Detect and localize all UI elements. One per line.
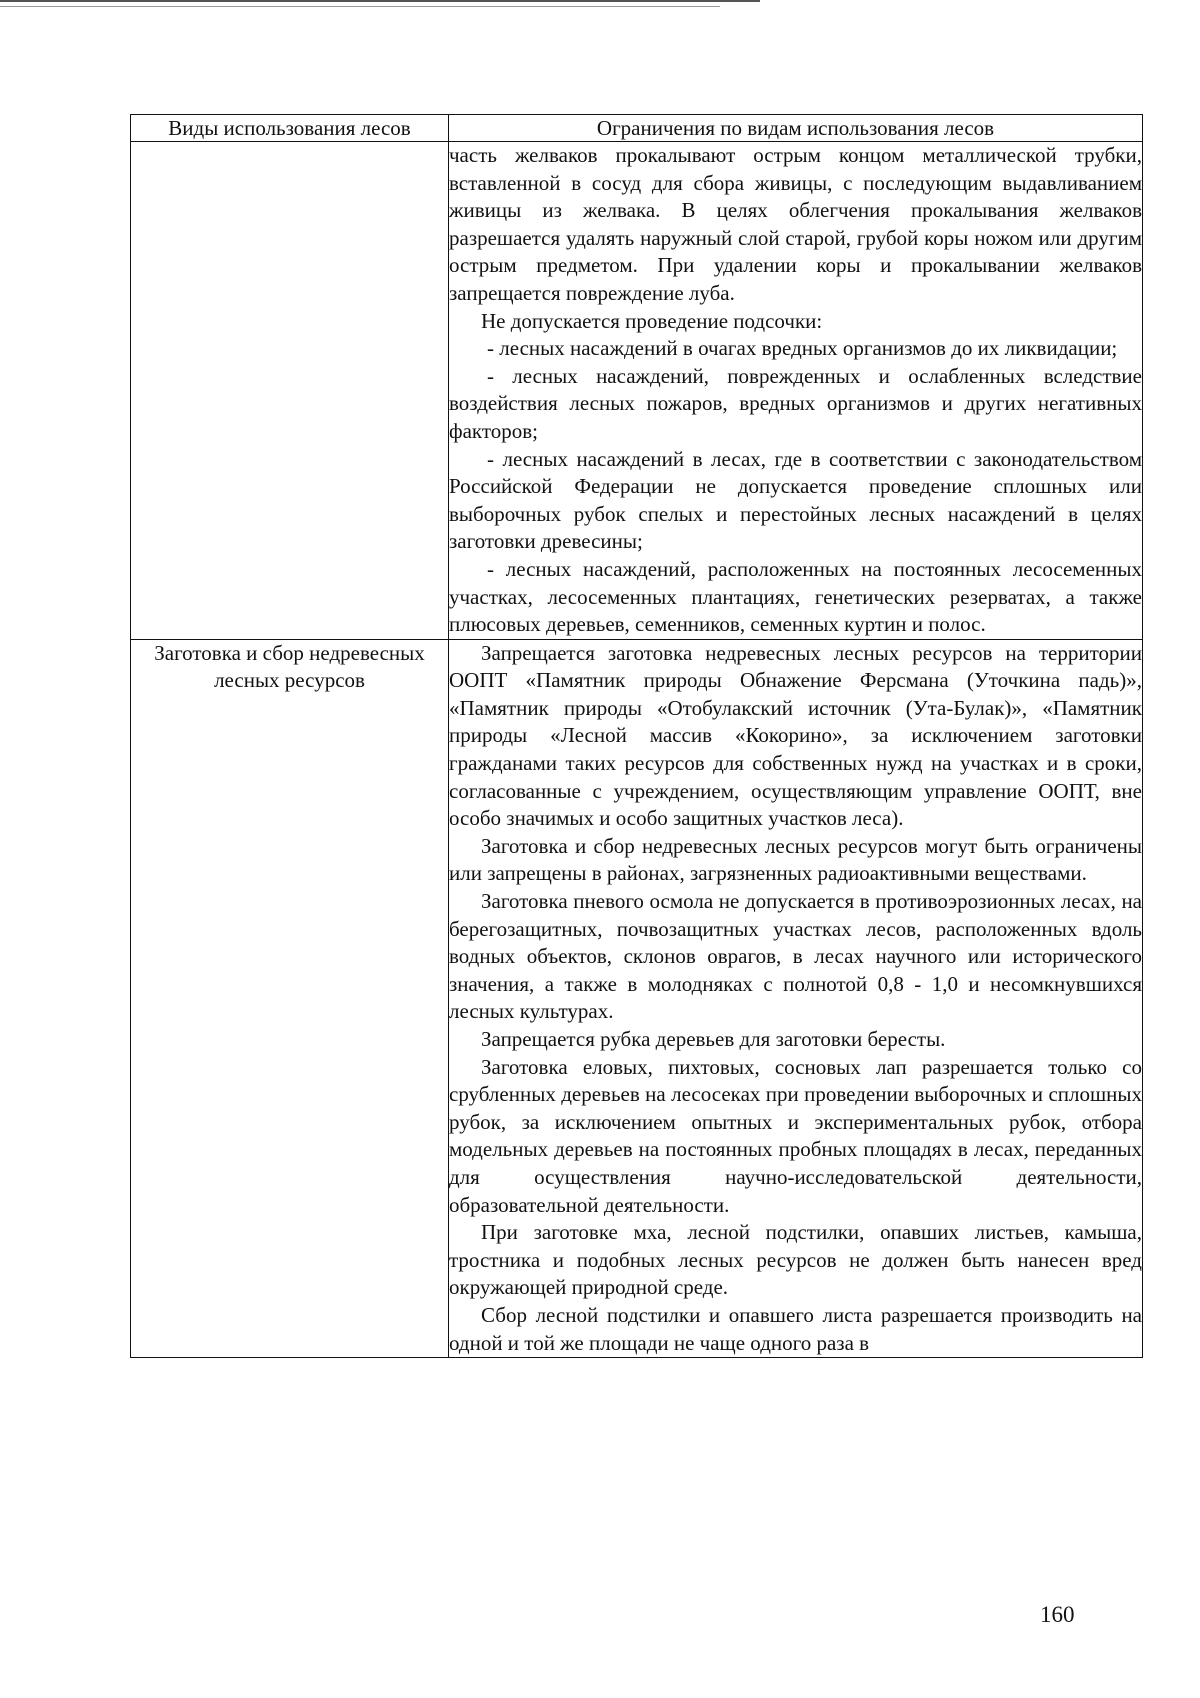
- row-kind-cell: Заготовка и сбор недревесных лесных ресурсов: [131, 639, 449, 1357]
- column-header-restrictions: Ограничения по видам использования лесов: [449, 115, 1143, 142]
- paragraph: При заготовке мха, лесной подстилки, опавших листьев, камыша, тростника и подобных лесных ресурсов не должен быть нанесен вред окружающей природной среде.: [449, 1220, 1142, 1300]
- page-number: 160: [1040, 1602, 1075, 1627]
- list-item: - лесных насаждений в лесах, где в соответствии с законодательством Российской Федерации не допускается проведение сплошных или выборочных рубок спелых и перестойных лесных насаждений в целях заготовки древесины;: [449, 446, 1142, 554]
- forest-use-restrictions-table: [130, 114, 1143, 1358]
- row-restrictions-cell: [449, 639, 1143, 1357]
- table-row: [131, 142, 1143, 640]
- row-restrictions-cell: [449, 142, 1143, 640]
- paragraph: Запрещается заготовка недревесных лесных ресурсов на территории ООПТ «Памятник природы Обнажение Ферсмана (Уточкина падь)», «Памятник природы «Отобулакский источник (Ута-Булак)», «Памятник природы «Лесной массив «Кокорино», за исключением заготовки гражданами таких ресурсов для собственных нужд на участках и в сроки, согласованные с учреждением, осуществляющим управление ООПТ, вне особо значимых и особо защитных участков леса).: [449, 640, 1142, 831]
- paragraph: Сбор лесной подстилки и опавшего листа разрешается производить на одной и той же площади не чаще одного раза в: [449, 1302, 1142, 1355]
- column-header-kind: Виды использования лесов: [131, 115, 449, 142]
- paragraph: Не допускается проведение подсочки:: [481, 308, 823, 333]
- list-item: - лесных насаждений в очагах вредных организмов до их ликвидации;: [487, 336, 1118, 361]
- list-item: - лесных насаждений, поврежденных и ослабленных вследствие воздействия лесных пожаров, вредных организмов и других негативных факторов;: [449, 363, 1142, 443]
- row-kind-cell: [131, 142, 449, 640]
- paragraph: Запрещается рубка деревьев для заготовки бересты.: [481, 1027, 946, 1051]
- paragraph: Заготовка пневого осмола не допускается в противоэрозионных лесах, на берегозащитных, почвозащитных участках лесов, расположенных вдоль водных объектов, склонов оврагов, в лесах научного или исторического значения, а также в молодняках с полнотой 0,8 - 1,0 и несомкнувшихся лесных культурах.: [449, 889, 1142, 1024]
- scan-edge-line: [0, 0, 760, 2]
- paragraph: часть желваков прокалывают острым концом металлической трубки, вставленной в сосуд для сбора живицы, с последующим выдавливанием живицы из желвака. В целях облегчения прокалывания желваков разрешается удалять наружный слой старой, грубой коры ножом или другим острым предметом. При удалении коры и прокалывании желваков запрещается повреждение луба.: [449, 143, 1142, 305]
- paragraph: Заготовка еловых, пихтовых, сосновых лап разрешается только со срубленных деревьев на лесосеках при проведении выборочных и сплошных рубок, за исключением опытных и экспериментальных рубок, отбора модельных деревьев на постоянных пробных площадях в лесах, переданных для осуществления научно-исследовательской деятельности, образовательной деятельности.: [449, 1054, 1142, 1217]
- table-row: [131, 639, 1143, 1357]
- list-item: - лесных насаждений, расположенных на постоянных лесосеменных участках, лесосеменных плантациях, генетических резерватах, а также плюсовых деревьев, семенников, семенных куртин и полос.: [449, 556, 1142, 637]
- table-header-row: [131, 115, 1143, 142]
- paragraph: Заготовка и сбор недревесных лесных ресурсов могут быть ограничены или запрещены в районах, загрязненных радиоактивными веществами.: [449, 833, 1142, 886]
- scan-edge-line: [0, 6, 720, 7]
